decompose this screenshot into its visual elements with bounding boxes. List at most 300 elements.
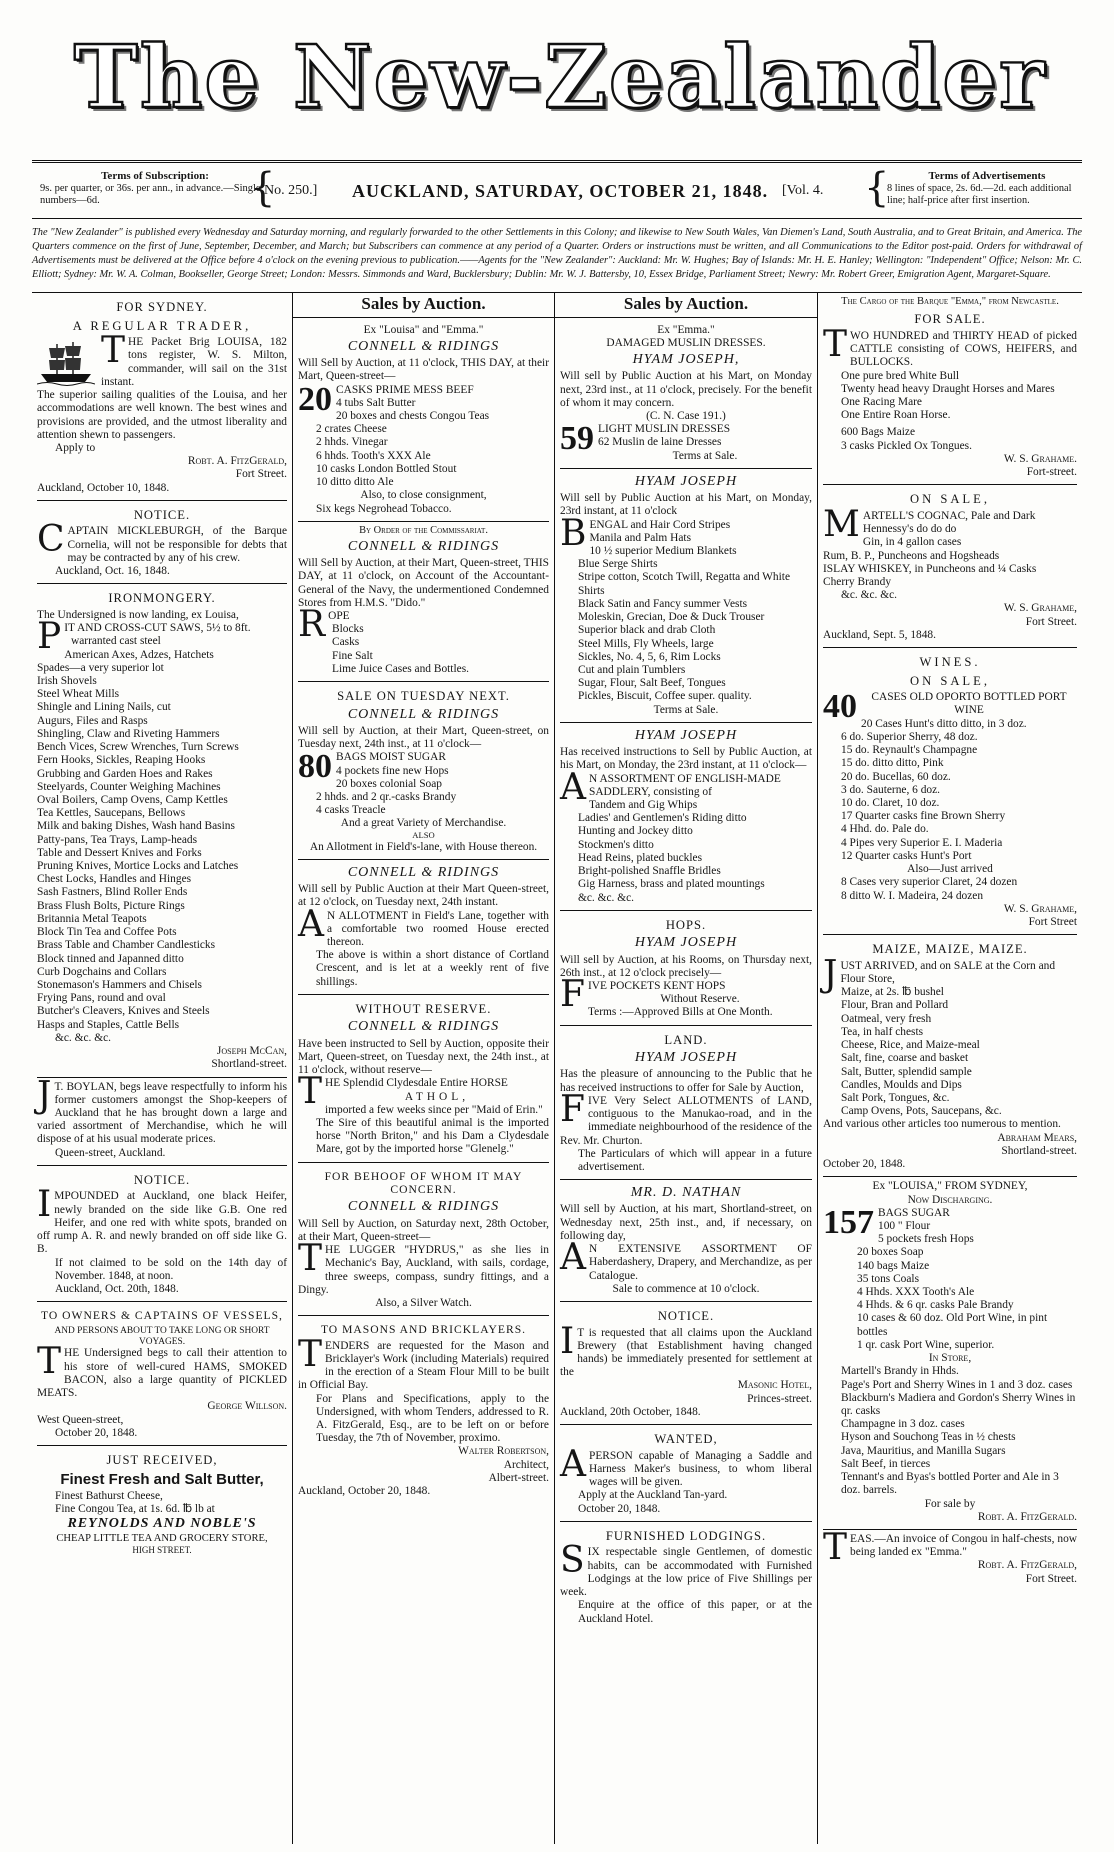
ad-body-2: If not claimed to be sold on the 14th day of November. 1848, at noon. xyxy=(55,1256,287,1282)
list-item: Block tinned and Japanned ditto xyxy=(37,952,184,965)
auctioneer-name: CONNELL & RIDINGS xyxy=(347,1199,500,1215)
ad-heading: WANTED, xyxy=(654,1432,718,1447)
ad-first-line: LIGHT MUSLIN DRESSES xyxy=(598,423,731,436)
ad-first-line: BAGS SUGAR xyxy=(878,1206,950,1219)
ad-auction-commissariat xyxy=(298,522,549,682)
ad-first-line: N EXTENSIVE ASSORTMENT OF Haberdashery, Drapery, and Merchandize, as per Catalogue. xyxy=(589,1243,812,1282)
ad-wines xyxy=(823,648,1077,935)
auctioneer-name: CONNELL & RIDINGS xyxy=(347,538,500,554)
ad-masons xyxy=(298,1316,549,1503)
list-item: Ladies' and Gentlemen's Riding ditto xyxy=(578,812,747,825)
list-item: Salt, Butter, splendid sample xyxy=(841,1065,972,1078)
ad-sale-time: Sale to commence at 10 o'clock. xyxy=(612,1282,760,1295)
auctioneer-name: CONNELL & RIDINGS xyxy=(347,1019,500,1035)
masthead-rule xyxy=(32,160,1082,163)
item-list xyxy=(298,397,549,490)
ad-teas xyxy=(823,1526,1077,1591)
ad-first-line: T is requested that all claims upon the Auckland Brewery (that Establishment having changed hands) be immediately presented for settlement at the xyxy=(560,1326,812,1379)
ad-heading: MAIZE, MAIZE, MAIZE. xyxy=(872,942,1028,957)
ad-address: West Queen-street, xyxy=(37,1413,124,1426)
ad-signature: Robt. A. FitzGerald, xyxy=(187,455,287,468)
ad-terms: Terms :—Approved Bills at One Month. xyxy=(587,1006,773,1019)
ad-body: APTAIN MICKLEBURGH, of the Barque Cornelia, will not be responsible for debts that may be contracted by any of his crew. xyxy=(67,525,287,564)
ad-last: Six kegs Negrohead Tobacco. xyxy=(316,502,452,515)
ad-for-sydney xyxy=(37,293,287,501)
list-item: Oval Boilers, Camp Ovens, Camp Kettles xyxy=(37,793,228,806)
subscription-terms-heading: Terms of Subscription: xyxy=(101,170,209,182)
issue-number: No. 250.] xyxy=(264,183,318,198)
list-item: Block Tin Tea and Coffee Pots xyxy=(37,926,177,939)
horse-name: ATHOL, xyxy=(404,1090,470,1103)
drop-cap: T xyxy=(101,330,126,372)
list-item: Irish Shovels xyxy=(37,674,97,687)
drop-cap: T xyxy=(298,1071,323,1113)
ad-address: Fort Street. xyxy=(1025,615,1077,628)
list-item: Flour, Bran and Pollard xyxy=(841,999,949,1012)
list-item: Pickles, Biscuit, Coffee super. quality. xyxy=(578,690,752,703)
quantity-number: 20 xyxy=(298,380,332,418)
drop-cap: M xyxy=(823,503,860,545)
ad-boylan xyxy=(37,1074,287,1166)
ad-signature: George Willson. xyxy=(207,1400,287,1413)
publication-date: AUCKLAND, SATURDAY, OCTOBER 21, 1848. xyxy=(352,181,769,201)
ad-body: HE Undersigned begs to call their attention to his store of well-cured HAMS, SMOKED BACON, also a large quantity of PICKLED MEATS. xyxy=(37,1347,287,1400)
list-item: Milk and baking Dishes, Wash hand Basins xyxy=(37,820,235,833)
ad-subheading: AND PERSONS ABOUT TO TAKE LONG OR SHORT VOYAGES. xyxy=(54,1325,270,1347)
ad-first-line: BAGS MOIST SUGAR xyxy=(336,751,446,764)
ad-order: By Order of the Commissariat. xyxy=(359,524,488,536)
ad-etc: &c. &c. &c. xyxy=(578,891,634,904)
list-item: 10 cases & 60 doz. Old Port Wine, in pint bottles xyxy=(857,1312,1048,1338)
ad-date: October 20, 1848. xyxy=(578,1502,661,1515)
ad-heading: IRONMONGERY. xyxy=(108,591,216,606)
ad-body: Will sell by Auction, at his Rooms, on Thursday next, 26th inst., at 12 o'clock precisely— xyxy=(560,953,812,979)
drop-cap: T xyxy=(823,1526,848,1568)
left-brace: { xyxy=(250,165,276,211)
ad-date: Auckland, 20th October, 1848. xyxy=(560,1405,701,1418)
list-item: Fern Hooks, Sickles, Reaping Hooks xyxy=(37,754,206,767)
ad-auction-tuesday xyxy=(298,682,549,860)
list-item: Bright-polished Snaffle Bridles xyxy=(578,865,721,878)
list-item: Stripe cotton, Scotch Twill, Regatta and White Shirts xyxy=(578,571,790,597)
ad-date: Auckland, October 10, 1848. xyxy=(37,481,170,494)
list-item: Manila and Palm Hats xyxy=(589,531,692,544)
ad-heading: SALE ON TUESDAY NEXT. xyxy=(337,689,510,704)
list-item: Table and Dessert Knives and Forks xyxy=(37,846,202,859)
ad-second-line: 62 Muslin de laine Dresses xyxy=(598,436,722,449)
column-2 xyxy=(292,293,554,1844)
ad-subheading: A REGULAR TRADER, xyxy=(72,318,252,333)
ad-first-line: UST ARRIVED, and on SALE at the Corn and Flour Store, xyxy=(840,959,1056,985)
ad-signature: Walter Robertson, xyxy=(458,1445,549,1458)
list-item: 4 pockets fine new Hops xyxy=(336,764,449,777)
ad-body-2: The above is within a short distance of Cortland Crescent, and is let at a weekly rent of five shillings. xyxy=(316,949,549,988)
ad-heading: LAND. xyxy=(664,1032,708,1047)
ad-body: Will Sell by Auction, at their Mart, Queen-street, THIS DAY, at 11 o'clock, on Account of the Accountant-General of the Navy, the undermentioned Condemned Stores from H.M.S. "Dido." xyxy=(298,557,549,609)
ad-auction-louisa-emma xyxy=(298,321,549,522)
ad-first-line: PERSON capable of Managing a Saddle and Harness Maker's business, to whom liberal wages will be given. xyxy=(589,1449,812,1489)
ad-body: Will sell by Public Auction at his Mart, on Monday next, 23rd inst., at 11 o'clock, precisely. For the benefit of whom it may concern. xyxy=(560,370,812,409)
list-item: 35 tons Coals xyxy=(857,1272,920,1285)
ad-maize: 600 Bags Maize xyxy=(841,426,916,439)
subscription-terms-text: 9s. per quarter, or 36s. per ann., in advance.—Single numbers—6d. xyxy=(40,182,261,207)
list-item: 2 hhds. Vinegar xyxy=(316,436,388,449)
item-list xyxy=(560,532,812,704)
ad-address: Shortland-street. xyxy=(211,1058,287,1071)
ad-street: HIGH STREET. xyxy=(132,1544,192,1555)
list-item: 2 hhds. and 2 qr.-casks Brandy xyxy=(316,790,457,803)
store-list xyxy=(823,1365,1077,1497)
ad-address: Shortland-street. xyxy=(1001,1144,1077,1157)
list-item: Curb Dogchains and Collars xyxy=(37,965,167,978)
ad-heading: FOR SYDNEY. xyxy=(116,300,208,314)
drop-cap: I xyxy=(560,1320,575,1362)
volume-number: [Vol. 4. xyxy=(782,183,824,198)
list-item: Fine Salt xyxy=(332,649,373,662)
auctioneer-name: CONNELL & RIDINGS xyxy=(347,706,500,722)
ad-notice-impounded xyxy=(37,1166,287,1302)
ad-body: Will Sell by Auction, at 11 o'clock, THIS DAY, at their Mart, Queen-street— xyxy=(298,357,549,383)
ad-body: MPOUNDED at Auckland, one black Heifer, newly branded on the side like G.B. One red Heifer, and one red with white spots, branded on off rump A. R. and newly branded on off side like G. B. xyxy=(37,1190,287,1256)
ad-body-2: The superior sailing qualities of the Louisa, and her accommodations are well known. The best wines and provisions are provided, and the utmost liberality and attention shewn to passengers. xyxy=(37,389,287,441)
list-item: Steelyards, Counter Weighing Machines xyxy=(37,780,221,793)
ship-icon xyxy=(37,338,95,386)
list-item: Java, Mauritius, and Manilla Sugars xyxy=(841,1444,1006,1457)
sales-by-auction-heading: Sales by Auction. xyxy=(555,293,817,318)
ad-first-line: WO HUNDRED and THIRTY HEAD of picked CATTLE consisting of COWS, HEIFERS, and BULLOCKS. xyxy=(850,329,1077,369)
item-list xyxy=(298,623,549,676)
list-item: Hyson and Souchong Teas in ½ chests xyxy=(841,1431,1016,1444)
list-item: Maize, at 2s. ℔ bushel xyxy=(841,986,944,999)
ad-first-line: ARTELL'S COGNAC, Pale and Dark Hennessy's do do do xyxy=(862,509,1036,536)
masthead xyxy=(60,8,1060,148)
ad-body: Will sell by Public Auction at their Mart Queen-street, at 12 o'clock, on Tuesday next, 24th instant. xyxy=(298,883,549,909)
ad-ex: Ex "Louisa" and "Emma." xyxy=(363,323,484,336)
ad-heading: TO OWNERS & CAPTAINS OF VESSELS, xyxy=(41,1309,283,1323)
list-item: American Axes, Adzes, Hatchets xyxy=(64,648,214,661)
advertisement-terms-heading: Terms of Advertisements xyxy=(928,170,1046,182)
ad-first-line: IT AND CROSS-CUT SAWS, 5½ to 8ft. xyxy=(64,622,251,635)
drop-cap: T xyxy=(298,1238,323,1280)
list-item: Steel Mills, Fly Wheels, large xyxy=(578,637,714,650)
ad-body: Will sell by Auction, at his mart, Shortland-street, on Wednesday next, 25th inst., and, if necessary, on following day, xyxy=(560,1203,812,1242)
ad-date: Auckland, October 20, 1848. xyxy=(298,1485,431,1498)
ad-maize xyxy=(823,935,1077,1177)
ad-first-line: EAS.—An invoice of Congou in half-chests, now being landed ex "Emma." xyxy=(850,1532,1077,1559)
list-item: Britannia Metal Teapots xyxy=(37,912,147,925)
list-item: Candles, Moulds and Dips xyxy=(841,1078,962,1091)
list-item: Gin, in 4 gallon cases xyxy=(862,536,962,549)
list-item: Martell's Brandy in Hhds. xyxy=(841,1365,959,1378)
drop-cap: A xyxy=(560,766,586,808)
list-item: 20 boxes Soap xyxy=(857,1246,924,1259)
item-list-more xyxy=(823,876,1077,902)
ad-ironmongery xyxy=(37,584,287,1077)
ad-subheading: DAMAGED MUSLIN DRESSES. xyxy=(606,336,766,349)
ad-first-line: IVE POCKETS KENT HOPS xyxy=(587,980,726,992)
auctioneer-name: CONNELL & RIDINGS xyxy=(347,338,500,354)
list-item: 10 do. Claret, 10 doz. xyxy=(841,797,940,809)
drop-cap: R xyxy=(298,603,326,645)
list-item: 15 do. Reynault's Champagne xyxy=(841,744,978,757)
ad-apply: Apply to xyxy=(55,441,96,454)
list-item: Pruning Knives, Mortice Locks and Latches xyxy=(37,860,239,873)
ad-body: Will sell by Auction, at their Mart, Queen-street, on Tuesday next, 24th inst., at 11 o'clock— xyxy=(298,724,549,751)
list-item: 8 Cases very superior Claret, 24 dozen xyxy=(841,876,1018,889)
list-item: Oatmeal, very fresh xyxy=(841,1012,932,1025)
ad-body-2: Enquire at the office of this paper, or at the Auckland Hotel. xyxy=(578,1599,812,1625)
ad-signature: W. S. Grahame, xyxy=(1003,902,1077,915)
list-item: 6 hhds. Tooth's XXX Ale xyxy=(316,449,431,462)
list-item: Sickles, No. 4, 5, 6, Rim Locks xyxy=(578,650,721,663)
list-item: Moleskin, Grecian, Doe & Duck Trouser xyxy=(578,611,765,624)
item-list xyxy=(298,765,549,818)
item-list xyxy=(560,799,812,892)
ad-second-line: 100 " Flour xyxy=(878,1219,931,1232)
ad-also: Also, to close consignment, xyxy=(360,489,487,502)
list-item: Sugar, Flour, Salt Beef, Tongues xyxy=(578,677,726,690)
ad-case: (C. N. Case 191.) xyxy=(646,410,726,423)
list-item: Superior black and drab Cloth xyxy=(578,624,716,637)
ad-also: ALSO xyxy=(412,829,435,840)
ad-first-line: ENGAL and Hair Cord Stripes xyxy=(589,518,731,531)
list-item: Casks xyxy=(332,636,360,649)
auctioneer-name: HYAM JOSEPH xyxy=(634,1050,738,1066)
ad-owners-captains xyxy=(37,1302,287,1446)
ad-signature: Masonic Hotel, xyxy=(737,1379,812,1392)
dateline xyxy=(32,165,1082,214)
drop-cap: F xyxy=(560,1088,585,1130)
ad-brewery-notice xyxy=(560,1302,812,1425)
list-item: Twenty head heavy Draught Horses and Mares xyxy=(841,382,1055,395)
list-item: Blocks xyxy=(332,623,364,636)
ad-heading: NOTICE. xyxy=(133,507,191,522)
list-item: One Entire Roan Horse. xyxy=(841,409,951,422)
advertisement-terms xyxy=(887,170,1087,207)
advertisement-terms-text: 8 lines of space, 2s. 6d.—2d. each additional line; half-price after first insertion. xyxy=(887,182,1072,207)
ad-first-line: OPE xyxy=(328,609,350,622)
ad-first-line: N ALLOTMENT in Field's Lane, together with a comfortable two roomed House erected thereon. xyxy=(327,909,549,948)
ad-first-line: CASKS PRIME MESS BEEF xyxy=(336,383,474,396)
columns xyxy=(32,292,1082,1844)
ad-subheading: FOR SALE. xyxy=(914,312,986,327)
ad-signature: Robt. A. FitzGerald. xyxy=(977,1510,1077,1523)
list-item: ISLAY WHISKEY, in Puncheons and ¼ Casks xyxy=(823,562,1037,575)
list-item: Salt Beef, in tierces xyxy=(841,1457,931,1470)
ad-notice-mickleburgh xyxy=(37,501,287,584)
ad-just-received xyxy=(37,1446,287,1560)
item-list xyxy=(823,986,1077,1118)
list-item: 10 ½ superior Medium Blankets xyxy=(589,545,737,558)
ad-heading: WINES. xyxy=(919,655,981,670)
ad-body-2: The Particulars of which will appear in a future advertisement. xyxy=(578,1147,812,1174)
list-item: Shingle and Lining Nails, cut xyxy=(37,701,171,714)
quantity-number: 40 xyxy=(823,688,857,726)
ad-on-sale-spirits xyxy=(823,485,1077,648)
list-item: Salt Pork, Tongues, &c. xyxy=(841,1091,950,1104)
list-item: 3 do. Sauterne, 6 doz. xyxy=(841,783,941,796)
list-item: Head Reins, plated buckles xyxy=(578,851,702,864)
ad-subheading: Now Discharging. xyxy=(907,1193,993,1206)
list-item: Black Satin and Fancy summer Vests xyxy=(578,597,748,610)
column-1 xyxy=(32,293,292,1844)
list-item: 10 casks London Bottled Stout xyxy=(316,462,457,475)
list-item: Sash Fastners, Blind Roller Ends xyxy=(37,886,188,899)
ad-hops xyxy=(560,911,812,1026)
column-3 xyxy=(554,293,817,1844)
ad-auction-lugger xyxy=(298,1163,549,1317)
masthead-title: The New-Zealander xyxy=(73,27,1047,129)
auctioneer-name: MR. D. NATHAN xyxy=(630,1185,742,1201)
ad-subheading: ON SALE, xyxy=(910,673,990,688)
drop-cap: J xyxy=(37,1074,52,1116)
list-item: Cherry Brandy xyxy=(823,575,892,588)
drop-cap: A xyxy=(560,1237,586,1279)
drop-cap: T xyxy=(37,1341,62,1383)
ad-hyam-goods xyxy=(560,469,812,723)
list-item: Salt, fine, coarse and basket xyxy=(841,1052,969,1065)
ad-muslin-dresses xyxy=(560,321,812,469)
list-item: 20 do. Bucellas, 60 doz. xyxy=(841,770,951,783)
quantity-number: 80 xyxy=(298,748,332,786)
ad-first-line: ENDERS are requested for the Mason and Bricklayer's Work (including Materials) required in the erection of a Steam Flour Mill to be built in Official Bay. xyxy=(298,1339,549,1392)
list-item: 5 pockets fresh Hops xyxy=(878,1233,974,1246)
ad-body-2: imported a few weeks since per "Maid of Erin." xyxy=(325,1103,543,1116)
ad-intro: The Undersigned is now landing, ex Louisa, xyxy=(37,608,239,621)
list-item: Bench Vices, Screw Wrenches, Turn Screws xyxy=(37,741,239,754)
ad-first-line-2: warranted cast steel xyxy=(71,635,161,648)
list-item: 6 do. Superior Sherry, 48 doz. xyxy=(841,730,978,743)
ad-butter: Finest Fresh and Salt Butter, xyxy=(60,1470,264,1488)
ad-body: Have been instructed to Sell by Auction, opposite their Mart, Queen-street, on Tuesday next, the 24th inst., at 11 o'clock, without reserve— xyxy=(298,1037,549,1077)
ad-cargo-emma xyxy=(823,293,1077,485)
item-list xyxy=(823,1233,1077,1352)
ad-address: Princes-street. xyxy=(747,1392,812,1405)
ad-address: Fort Street xyxy=(1028,915,1077,928)
drop-cap: I xyxy=(37,1184,52,1226)
item-list xyxy=(823,370,1077,423)
list-item: Shingling, Claw and Riveting Hammers xyxy=(37,727,220,740)
drop-cap: A xyxy=(560,1443,586,1485)
ironmongery-list xyxy=(37,649,287,1032)
list-item: 140 bags Maize xyxy=(857,1259,930,1272)
publication-notice: The "New Zealander" is published every Wednesday and Saturday morning, and regularly forwarded to the other Settlements in this Colony; and likewise to New South Wales, Van Diemen's Land, South Australia, and to Great Britain, and America. The Quarters commence on the first of June, September, December, and March; but Subscribers can commence at any period of a Quarter. Orders or instructions must be written, and all Communications to the Editor post-paid. Orders for withdrawal of Advertisements must be delivered at the Office before 4 o'clock on the evening previous to publication.——Agents for the "New Zealander": Auckland: Mr. W. Hughes; Bay of Islands: Mr. H. E. Hanley; Wellington: "Independent" Office; Nelson: Mr. C. Elliott; Sydney: Mr. W. A. Colman, Bookseller, George Street; London: Messrs. Simmonds and Ward, Bucklersbury; Dublin: Mr. W. J. Battersby, 10, Essex Bridge, Parliament Street; Newry: Mr. Robert Greer, Emigration Agent, Margaret-Square. xyxy=(32,227,1082,280)
auctioneer-name: CONNELL & RIDINGS xyxy=(347,864,500,880)
list-item: Hunting and Jockey ditto xyxy=(578,825,693,838)
ad-auction-horse xyxy=(298,995,549,1163)
ad-address: Albert-street. xyxy=(488,1471,549,1484)
ad-first-line: IVE Very Select ALLOTMENTS of LAND, contiguous to the Manukao-road, and in the immediate neighbourhood of the residence of the Rev. Mr. Churton. xyxy=(560,1094,812,1147)
ad-address: Fort-street. xyxy=(1026,466,1077,479)
ad-allotment: An Allotment in Field's-lane, with House thereon. xyxy=(309,840,538,853)
ad-signature: Joseph McCan, xyxy=(216,1045,287,1058)
list-item: Stockmen's ditto xyxy=(578,838,654,851)
ad-ex: Ex "Emma." xyxy=(657,323,715,336)
ad-heading: HOPS. xyxy=(665,917,707,932)
ad-body: Will sell by Public Auction at his Mart, on Monday, 23rd instant, at 11 o'clock xyxy=(560,492,812,518)
list-item: 8 ditto W. I. Madeira, 24 dozen xyxy=(841,889,984,902)
list-item: Steel Wheat Mills xyxy=(37,688,120,701)
auctioneer-name: HYAM JOSEPH, xyxy=(632,352,740,368)
item-list xyxy=(823,718,1077,863)
list-item: Cheese, Rice, and Maize-meal xyxy=(841,1039,980,1052)
list-item: Spades—a very superior lot xyxy=(37,661,164,674)
ad-store: CHEAP LITTLE TEA AND GROCERY STORE, xyxy=(56,1532,268,1544)
list-item: Butcher's Cleavers, Knives and Steels xyxy=(37,1005,210,1018)
ad-terms: Terms at Sale. xyxy=(672,449,738,462)
ad-heading: NOTICE. xyxy=(133,1172,191,1187)
list-item: 4 Hhds. & 6 qr. casks Pale Brandy xyxy=(857,1299,1014,1312)
ad-date: October 20, 1848. xyxy=(823,1158,906,1171)
list-item: 2 crates Cheese xyxy=(316,423,387,436)
ad-date: October 20, 1848. xyxy=(55,1426,138,1439)
auctioneer-name: HYAM JOSEPH xyxy=(634,935,738,951)
drop-cap: P xyxy=(37,616,62,658)
ad-address: Fort Street. xyxy=(235,468,287,481)
list-item: 20 boxes and chests Congou Teas xyxy=(336,410,490,423)
right-brace: { xyxy=(864,165,890,211)
drop-cap: F xyxy=(560,974,585,1015)
ad-land xyxy=(560,1026,812,1181)
list-item: Lime Juice Cases and Bottles. xyxy=(332,662,469,675)
list-item: Stonemason's Hammers and Chisels xyxy=(37,979,202,991)
auctioneer-name: HYAM JOSEPH xyxy=(634,727,738,743)
list-item: Chest Locks, Handles and Hinges xyxy=(37,873,192,886)
ad-first-line: N ASSORTMENT OF ENGLISH-MADE SADDLERY, consisting of xyxy=(589,772,781,798)
ad-address: Queen-street, Auckland. xyxy=(55,1146,166,1159)
column-4 xyxy=(817,293,1082,1844)
ad-heading: Ex "LOUISA," FROM SYDNEY, xyxy=(872,1180,1028,1193)
ad-heading: FOR BEHOOF OF WHOM IT MAY CONCERN. xyxy=(324,1169,523,1197)
ad-body-2: For Plans and Specifications, apply to the Undersigned, with whom Tenders, addressed to R. A. FitzGerald, Esq., are to be left on or before Tuesday, the 7th of November, proximo. xyxy=(316,1392,549,1445)
ad-body-3: The Sire of this beautiful animal is the imported horse "North Briton," and his Dam a Clydesdale Mare, got by the imported horse "Glenelg." xyxy=(316,1116,549,1156)
ad-body: HE Packet Brig LOUISA, 182 tons register, W. S. Milton, commander, will sail on the 31st instant. xyxy=(101,336,287,388)
drop-cap: S xyxy=(560,1540,585,1582)
list-item: Blackburn's Madiera and Gordon's Sherry Wines in qr. casks xyxy=(841,1391,1076,1417)
list-item: Tea Kettles, Saucepans, Bellows xyxy=(37,807,186,820)
ad-line-2: Fine Congou Tea, at 1s. 6d. ℔ lb at xyxy=(55,1503,215,1516)
drop-cap: A xyxy=(298,903,324,945)
ad-signature: W. S. Grahame. xyxy=(1003,452,1077,465)
ad-tongues: 3 casks Pickled Ox Tongues. xyxy=(841,439,972,452)
list-item: Tennant's and Byas's bottled Porter and Ale in 3 doz. barrels. xyxy=(841,1471,1059,1497)
quantity-number: 157 xyxy=(823,1203,874,1241)
list-item: Rum, B. P., Puncheons and Hogsheads xyxy=(823,549,1000,562)
ad-date: Auckland, Oct. 20th, 1848. xyxy=(55,1282,179,1295)
list-item: Hasps and Staples, Cattle Bells xyxy=(37,1018,180,1031)
list-item: 4 casks Treacle xyxy=(316,804,386,817)
ad-address: Fort Street. xyxy=(1025,1572,1077,1585)
list-item: 15 do. ditto ditto, Pink xyxy=(841,757,944,770)
ad-heading: The Cargo of the Barque "Emma," from Newcastle. xyxy=(841,296,1059,307)
drop-cap: B xyxy=(560,512,587,554)
ad-body: Has the pleasure of announcing to the Public that he has received instructions to offer for Sale by Auction, xyxy=(560,1068,812,1094)
drop-cap: T xyxy=(298,1333,323,1375)
ad-heading: WITHOUT RESERVE. xyxy=(355,1001,492,1016)
list-item: Brass Table and Chamber Candlesticks xyxy=(37,939,216,952)
ad-date: Auckland, Sept. 5, 1848. xyxy=(823,628,936,641)
ad-second-line: Without Reserve. xyxy=(660,993,740,1006)
list-item: Camp Ovens, Pots, Saucepans, &c. xyxy=(841,1105,1002,1118)
list-item: Cut and plain Tumblers xyxy=(578,664,686,676)
ad-other: And various other articles too numerous to mention. xyxy=(823,1118,1061,1131)
list-item: One Racing Mare xyxy=(841,395,922,408)
ad-signature: W. S. Grahame, xyxy=(1003,602,1077,615)
ad-body: Has received instructions to Sell by Public Auction, at his Mart, on Monday, the 23rd instant, at 11 o'clock— xyxy=(560,746,812,772)
ad-saddlery xyxy=(560,723,812,911)
ad-body: Will Sell by Auction, on Saturday next, 28th October, at their Mart, Queen-street— xyxy=(298,1217,549,1243)
list-item: 4 Hhd. do. Pale do. xyxy=(841,823,929,836)
